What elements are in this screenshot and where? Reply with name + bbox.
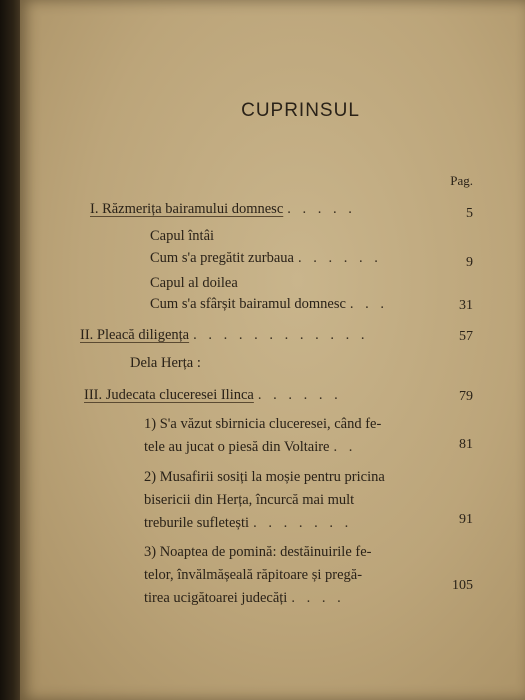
toc-entry-4 xyxy=(80,325,368,345)
toc-entry-1 xyxy=(90,199,356,219)
toc-entry-2-page: 9 xyxy=(466,255,473,270)
toc-entry-7-line2-wrap xyxy=(144,436,444,459)
toc-entry-7-page: 81 xyxy=(459,437,473,452)
leader-dots: . . . . . . . . . . . . xyxy=(193,327,369,343)
toc-entry-9-line2: telor, învălmășeală răpitoare și pregă- xyxy=(144,567,363,583)
toc-entry-5 xyxy=(130,353,201,373)
leader-dots: . . . . . xyxy=(287,201,356,217)
toc-entry-4-page: 57 xyxy=(459,329,473,344)
toc-entry-2-line2: Cum s'a pregătit zurbaua xyxy=(150,250,294,266)
toc-entry-8 xyxy=(144,466,444,535)
toc-entry-6 xyxy=(84,385,342,405)
toc-entry-7 xyxy=(144,413,444,459)
toc-entry-6-page: 79 xyxy=(459,389,473,404)
toc-entry-6-text: III. Judecata cluceresei Ilinca xyxy=(84,387,254,403)
toc-entry-8-page: 91 xyxy=(459,512,473,527)
leader-dots: . . . . . . xyxy=(257,387,342,403)
toc-entry-9-line1: 3) Noaptea de pomină: destăinuirile fe- xyxy=(144,544,372,560)
toc-entry-9-page: 105 xyxy=(452,578,473,593)
toc-entry-1-page: 5 xyxy=(466,206,473,221)
leader-dots: . . . . . . . xyxy=(253,515,353,531)
toc-entry-5-text: Dela Herța : xyxy=(130,355,201,371)
toc-entry-9-line3-wrap xyxy=(144,587,444,610)
page-column-label: Pag. xyxy=(450,173,473,188)
leader-dots: . . . . xyxy=(291,590,345,606)
toc-entry-8-line1: 2) Musafirii sosiți la moșie pentru pricina xyxy=(144,469,385,485)
toc-entry-7-line2: tele au jucat o piesă din Voltaire xyxy=(144,439,330,455)
toc-entry-3-page: 31 xyxy=(459,298,473,313)
toc-entry-2-line1: Capul întâi xyxy=(150,228,215,244)
book-page xyxy=(20,0,525,700)
toc-entry-7-line1: 1) S'a văzut sbirnicia cluceresei, când fe- xyxy=(144,416,382,432)
toc-entry-8-line3-wrap xyxy=(144,512,444,535)
toc-entry-1-text: I. Răzmerița bairamului domnesc xyxy=(90,201,284,217)
leader-dots: . . . . . . xyxy=(297,250,382,266)
toc-entry-9-line3: tirea ucigătoarei judecăți xyxy=(144,590,288,606)
toc-entry-4-text: II. Pleacă diligența xyxy=(80,327,190,343)
leader-dots: . . . xyxy=(349,296,389,312)
toc-entry-3-line2: Cum s'a sfârșit bairamul domnesc xyxy=(150,296,346,312)
toc-entry-3 xyxy=(150,294,388,314)
toc-entry-9 xyxy=(144,541,444,610)
toc-entry-2 xyxy=(150,248,382,268)
toc-entry-8-line3: treburile sufletești xyxy=(144,515,250,531)
toc-entry-3-line1: Capul al doilea xyxy=(150,275,238,291)
leader-dots: . . xyxy=(333,439,357,455)
book-spine xyxy=(0,0,22,700)
toc-entry-8-line2: bisericii din Herța, încurcă mai mult xyxy=(144,492,355,508)
page-title: CUPRINSUL xyxy=(241,100,360,121)
